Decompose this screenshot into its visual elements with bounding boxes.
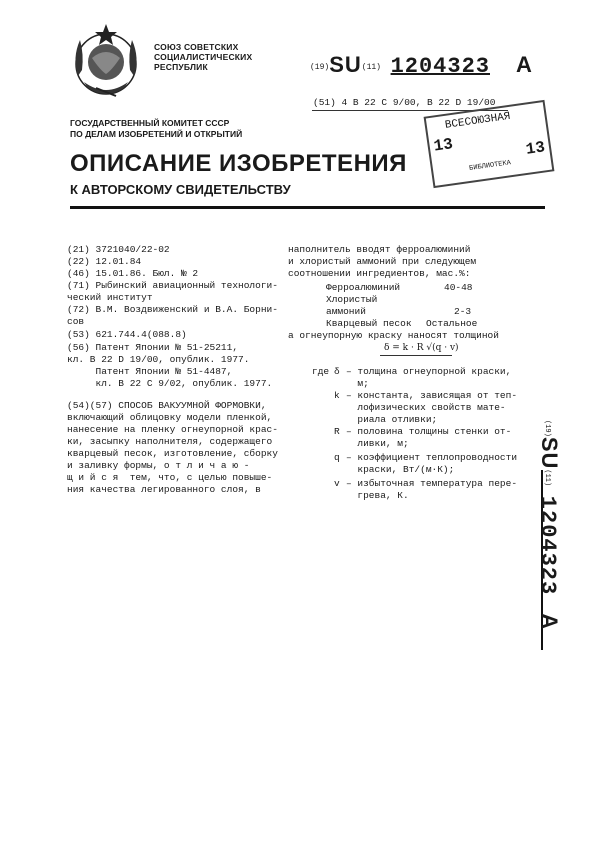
claim-line: и хлористый аммоний при следующем	[288, 256, 477, 267]
definition-line: – половина толщины стенки от-	[346, 426, 512, 437]
claim-line: ки, засыпку наполнителя, содержащего	[67, 436, 273, 447]
ingredient-name: аммоний	[326, 306, 366, 317]
side-kind: A	[537, 613, 562, 630]
bib-line: (21) 3721040/22-02	[67, 244, 170, 255]
side-mid: (11)	[543, 469, 551, 487]
claim-line: ния качества легированного слоя, в	[67, 484, 261, 495]
ingredient-name: Кварцевый песок	[326, 318, 412, 329]
definition-line: м;	[346, 378, 369, 389]
union-line: СОЮЗ СОВЕТСКИХ	[154, 42, 239, 52]
bib-line: кл. В 22 С 9/02, опублик. 1977.	[67, 378, 273, 389]
code-prefix: (19)	[310, 63, 330, 72]
library-stamp	[424, 100, 555, 188]
union-line: РЕСПУБЛИК	[154, 62, 208, 72]
ingredient-amount: Остальное	[426, 318, 478, 329]
ingredient-name: Ферроалюминий	[326, 282, 401, 293]
claim-line: наполнитель вводят ферроалюминий	[288, 244, 471, 255]
claim-line: (54)(57) СПОСОБ ВАКУУМНОЙ ФОРМОВКИ,	[67, 400, 267, 411]
claim-line: включающий облицовку модели пленкой,	[67, 412, 273, 423]
stamp-left-number: 13	[432, 135, 455, 156]
claim-line: нанесение на пленку огнеупорной крас-	[67, 424, 278, 435]
claim-line: соотношении ингредиентов, мас.%:	[288, 268, 471, 279]
side-patent-code	[524, 420, 564, 680]
definition-line: ливки, м;	[346, 438, 409, 449]
patent-number: 1204323	[390, 54, 490, 79]
claim-line: кварцевый песок, изготовление, сборку	[67, 448, 278, 459]
classification-line: (51) 4 B 22 C 9/00, B 22 D 19/00	[313, 97, 496, 108]
stamp-right-number: 13	[524, 138, 547, 159]
country-code: SU	[329, 52, 362, 77]
definition-line: лофизических свойств мате-	[346, 402, 506, 413]
code-mid: (11)	[361, 63, 381, 72]
bib-line: (71) Рыбинский авиационный технологи-	[67, 280, 278, 291]
claim-line: и заливку формы, о т л и ч а ю -	[67, 460, 250, 471]
definition-line: – толщина огнеупорной краски,	[346, 366, 512, 377]
side-prefix: (19)	[543, 420, 551, 437]
definition-line: краски, Вт/(м·К);	[346, 464, 455, 475]
bib-line: Патент Японии № 51-4487,	[67, 366, 233, 377]
definition-symbol: R	[334, 426, 340, 437]
definition-symbol: v	[334, 478, 340, 489]
bib-line: кл. В 22 D 19/00, опублик. 1977.	[67, 354, 250, 365]
bib-line: (46) 15.01.86. Бюл. № 2	[67, 268, 199, 279]
claim-line: щ и й с я тем, что, с целью повыше-	[67, 472, 273, 483]
side-country: SU	[537, 436, 562, 470]
definition-line: – коэффициент теплопроводности	[346, 452, 518, 463]
where-label: где	[312, 366, 330, 377]
thickness-formula: δ = k · R √(q · v)	[384, 343, 459, 353]
committee-line: ПО ДЕЛАМ ИЗОБРЕТЕНИЙ И ОТКРЫТИЙ	[70, 129, 243, 139]
definition-symbol: δ	[334, 366, 340, 377]
ingredient-name: Хлористый	[326, 294, 378, 305]
definition-line: – константа, зависящая от теп-	[346, 390, 518, 401]
bib-line: сов	[67, 316, 85, 327]
bib-line: (53) 621.744.4(088.8)	[67, 329, 187, 340]
definition-symbol: k	[334, 390, 340, 401]
bib-line: (72) В.М. Воздвиженский и В.А. Борни-	[67, 304, 278, 315]
stamp-top-text: ВСЕСОЮЗНАЯ	[444, 110, 512, 132]
patent-code	[310, 52, 532, 79]
document-subtitle: К АВТОРСКОМУ СВИДЕТЕЛЬСТВУ	[70, 182, 291, 197]
title-rule	[70, 206, 545, 209]
claim-line: а огнеупорную краску наносят толщиной	[288, 330, 499, 341]
side-number: 1204323	[535, 495, 560, 596]
document-title: ОПИСАНИЕ ИЗОБРЕТЕНИЯ	[70, 150, 407, 177]
bib-line: (56) Патент Японии № 51-25211,	[67, 342, 239, 353]
definition-line: грева, К.	[346, 490, 409, 501]
ingredient-amount: 2-3	[454, 306, 472, 317]
union-line: СОЦИАЛИСТИЧЕСКИХ	[154, 52, 253, 62]
patent-kind: A	[516, 52, 532, 77]
stamp-bottom-text: БИБЛИОТЕКА	[468, 159, 512, 173]
committee-line: ГОСУДАРСТВЕННЫЙ КОМИТЕТ СССР	[70, 118, 230, 128]
ingredient-amount: 40-48	[444, 282, 473, 293]
bib-line: ческий институт	[67, 292, 153, 303]
definition-symbol: q	[334, 452, 340, 463]
definition-line: риала отливки;	[346, 414, 438, 425]
state-emblem-icon	[62, 18, 150, 106]
definition-line: – избыточная температура пере-	[346, 478, 518, 489]
bib-line: (22) 12.01.84	[67, 256, 142, 267]
